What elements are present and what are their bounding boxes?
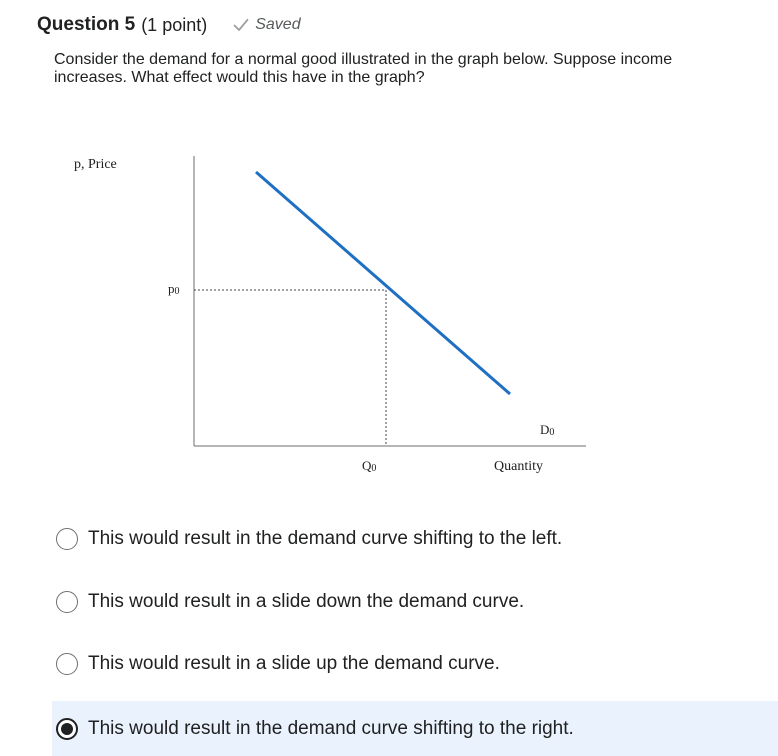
option-label: This would result in a slide down the demand curve. xyxy=(88,591,525,612)
question-points: (1 point) xyxy=(141,14,208,35)
option-label: This would result in a slide up the demand curve. xyxy=(88,653,500,674)
option-slide-down[interactable] xyxy=(0,576,778,628)
demand-graph xyxy=(60,140,620,490)
option-shift-left[interactable] xyxy=(0,513,778,565)
checkmark-icon xyxy=(233,18,249,32)
option-slide-up[interactable] xyxy=(0,638,778,690)
demand-curve-d0 xyxy=(256,172,510,394)
radio-button[interactable] xyxy=(56,591,78,613)
quantity-tick-label: Q0 xyxy=(362,458,377,474)
price-tick-label: p0 xyxy=(168,281,180,297)
radio-button-selected[interactable] xyxy=(56,718,78,740)
x-axis-label: Quantity xyxy=(494,459,543,474)
radio-button[interactable] xyxy=(56,528,78,550)
radio-selected-dot xyxy=(61,723,73,735)
y-axis-label: p, Price xyxy=(74,157,117,172)
question-header xyxy=(37,12,301,38)
option-label: This would result in the demand curve shifting to the left. xyxy=(88,528,563,549)
question-prompt: Consider the demand for a normal good illustrated in the graph below. Suppose income increases. What effect would this have in the graph? xyxy=(54,51,673,86)
radio-button[interactable] xyxy=(56,653,78,675)
saved-label: Saved xyxy=(255,16,301,33)
curve-label: D0 xyxy=(540,422,555,438)
option-label: This would result in the demand curve shifting to the right. xyxy=(88,717,574,739)
question-title: Question 5 xyxy=(37,14,136,35)
option-shift-right[interactable] xyxy=(52,701,778,756)
saved-status xyxy=(233,16,300,34)
